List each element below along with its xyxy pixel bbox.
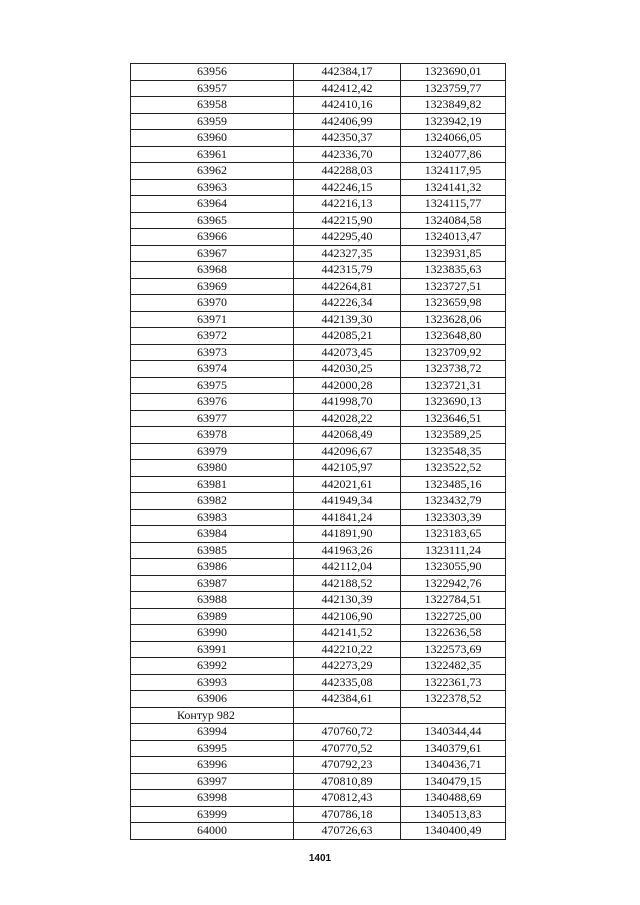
table-row (131, 608, 506, 625)
x-coordinate-cell: 442288,03 (294, 163, 401, 180)
table-row (131, 64, 506, 81)
y-coordinate-cell: 1323303,39 (401, 509, 506, 526)
point-number-cell: 63972 (131, 328, 294, 345)
point-number-cell: 63973 (131, 344, 294, 361)
table-row (131, 113, 506, 130)
point-number-cell: 63989 (131, 608, 294, 625)
point-number-cell: 63993 (131, 674, 294, 691)
x-coordinate-cell: 442085,21 (294, 328, 401, 345)
x-coordinate-cell: 470770,52 (294, 740, 401, 757)
table-row (131, 476, 506, 493)
x-coordinate-cell: 442215,90 (294, 212, 401, 229)
point-number-cell: 63992 (131, 658, 294, 675)
x-coordinate-cell: 442406,99 (294, 113, 401, 130)
y-coordinate-cell (401, 707, 506, 724)
x-coordinate-cell: 442028,22 (294, 410, 401, 427)
x-coordinate-cell: 442139,30 (294, 311, 401, 328)
table-row (131, 394, 506, 411)
y-coordinate-cell: 1323759,77 (401, 80, 506, 97)
y-coordinate-cell: 1323055,90 (401, 559, 506, 576)
table-row (131, 427, 506, 444)
table-row (131, 443, 506, 460)
table-row (131, 163, 506, 180)
y-coordinate-cell: 1323690,01 (401, 64, 506, 81)
table-row (131, 790, 506, 807)
table-row (131, 542, 506, 559)
table-row (131, 179, 506, 196)
y-coordinate-cell: 1324077,86 (401, 146, 506, 163)
y-coordinate-cell: 1323485,16 (401, 476, 506, 493)
table-row (131, 625, 506, 642)
y-coordinate-cell: 1323835,63 (401, 262, 506, 279)
table-row (131, 509, 506, 526)
point-number-cell: 63962 (131, 163, 294, 180)
y-coordinate-cell: 1323721,31 (401, 377, 506, 394)
x-coordinate-cell: 470786,18 (294, 806, 401, 823)
y-coordinate-cell: 1324117,95 (401, 163, 506, 180)
point-number-cell: 63985 (131, 542, 294, 559)
table-row (131, 757, 506, 774)
x-coordinate-cell: 442130,39 (294, 592, 401, 609)
table-row (131, 526, 506, 543)
table-row (131, 344, 506, 361)
x-coordinate-cell: 470792,23 (294, 757, 401, 774)
y-coordinate-cell: 1322378,52 (401, 691, 506, 708)
table-row (131, 740, 506, 757)
point-number-cell: 63969 (131, 278, 294, 295)
x-coordinate-cell: 470760,72 (294, 724, 401, 741)
point-number-cell: 63958 (131, 97, 294, 114)
x-coordinate-cell: 442141,52 (294, 625, 401, 642)
table-row (131, 592, 506, 609)
point-number-cell: 63987 (131, 575, 294, 592)
point-number-cell: 63984 (131, 526, 294, 543)
y-coordinate-cell: 1340379,61 (401, 740, 506, 757)
y-coordinate-cell: 1323111,24 (401, 542, 506, 559)
y-coordinate-cell: 1324084,58 (401, 212, 506, 229)
x-coordinate-cell: 442412,42 (294, 80, 401, 97)
x-coordinate-cell: 442315,79 (294, 262, 401, 279)
table-row (131, 295, 506, 312)
x-coordinate-cell: 470810,89 (294, 773, 401, 790)
table-row (131, 707, 506, 724)
point-number-cell: 63981 (131, 476, 294, 493)
x-coordinate-cell: 442030,25 (294, 361, 401, 378)
x-coordinate-cell: 441841,24 (294, 509, 401, 526)
y-coordinate-cell: 1323648,80 (401, 328, 506, 345)
point-number-cell: 63978 (131, 427, 294, 444)
point-number-cell: 63983 (131, 509, 294, 526)
point-number-cell: 63990 (131, 625, 294, 642)
y-coordinate-cell: 1323183,65 (401, 526, 506, 543)
point-number-cell: 63967 (131, 245, 294, 262)
y-coordinate-cell: 1323659,98 (401, 295, 506, 312)
point-number-cell: 63988 (131, 592, 294, 609)
point-number-cell: 63963 (131, 179, 294, 196)
y-coordinate-cell: 1324013,47 (401, 229, 506, 246)
table-row (131, 328, 506, 345)
point-number-cell: 63957 (131, 80, 294, 97)
point-number-cell: 63977 (131, 410, 294, 427)
point-number-cell: 63960 (131, 130, 294, 147)
table-row (131, 130, 506, 147)
point-number-cell: 63970 (131, 295, 294, 312)
y-coordinate-cell: 1323548,35 (401, 443, 506, 460)
point-number-cell: 63991 (131, 641, 294, 658)
point-number-cell: 63980 (131, 460, 294, 477)
x-coordinate-cell: 441949,34 (294, 493, 401, 510)
table-row (131, 146, 506, 163)
x-coordinate-cell: 442106,90 (294, 608, 401, 625)
y-coordinate-cell: 1322573,69 (401, 641, 506, 658)
table-row (131, 278, 506, 295)
page-number: 1401 (308, 853, 332, 864)
point-number-cell: 63964 (131, 196, 294, 213)
x-coordinate-cell: 442295,40 (294, 229, 401, 246)
x-coordinate-cell: 442384,17 (294, 64, 401, 81)
x-coordinate-cell: 442410,16 (294, 97, 401, 114)
y-coordinate-cell: 1322725,00 (401, 608, 506, 625)
point-number-cell: 63975 (131, 377, 294, 394)
table-row (131, 773, 506, 790)
y-coordinate-cell: 1323432,79 (401, 493, 506, 510)
point-number-cell: 63959 (131, 113, 294, 130)
y-coordinate-cell: 1340479,15 (401, 773, 506, 790)
table-row (131, 311, 506, 328)
y-coordinate-cell: 1323628,06 (401, 311, 506, 328)
x-coordinate-cell: 442096,67 (294, 443, 401, 460)
x-coordinate-cell: 441998,70 (294, 394, 401, 411)
point-number-cell: 63961 (131, 146, 294, 163)
y-coordinate-cell: 1322636,58 (401, 625, 506, 642)
y-coordinate-cell: 1322784,51 (401, 592, 506, 609)
y-coordinate-cell: 1322482,35 (401, 658, 506, 675)
x-coordinate-cell: 442335,08 (294, 674, 401, 691)
x-coordinate-cell: 470812,43 (294, 790, 401, 807)
table-row (131, 674, 506, 691)
point-number-cell: 63974 (131, 361, 294, 378)
y-coordinate-cell: 1323942,19 (401, 113, 506, 130)
point-number-cell: 63976 (131, 394, 294, 411)
point-number-cell: 63971 (131, 311, 294, 328)
y-coordinate-cell: 1340344,44 (401, 724, 506, 741)
coordinates-table (130, 63, 506, 840)
x-coordinate-cell (294, 707, 401, 724)
x-coordinate-cell: 442246,15 (294, 179, 401, 196)
table-row (131, 229, 506, 246)
table-row (131, 460, 506, 477)
y-coordinate-cell: 1323738,72 (401, 361, 506, 378)
y-coordinate-cell: 1323690,13 (401, 394, 506, 411)
table-row (131, 361, 506, 378)
x-coordinate-cell: 442216,13 (294, 196, 401, 213)
x-coordinate-cell: 441963,26 (294, 542, 401, 559)
point-number-cell: 63965 (131, 212, 294, 229)
y-coordinate-cell: 1323709,92 (401, 344, 506, 361)
x-coordinate-cell: 442112,04 (294, 559, 401, 576)
table-row (131, 196, 506, 213)
point-number-cell: 63956 (131, 64, 294, 81)
point-number-cell: 63982 (131, 493, 294, 510)
y-coordinate-cell: 1340513,83 (401, 806, 506, 823)
x-coordinate-cell: 442273,29 (294, 658, 401, 675)
point-number-cell: 63998 (131, 790, 294, 807)
y-coordinate-cell: 1324066,05 (401, 130, 506, 147)
point-number-cell: 63986 (131, 559, 294, 576)
table-row (131, 262, 506, 279)
point-number-cell: 63968 (131, 262, 294, 279)
point-number-cell: 63906 (131, 691, 294, 708)
x-coordinate-cell: 442105,97 (294, 460, 401, 477)
y-coordinate-cell: 1323589,25 (401, 427, 506, 444)
coordinates-table-body (131, 64, 506, 840)
x-coordinate-cell: 442073,45 (294, 344, 401, 361)
table-row (131, 641, 506, 658)
x-coordinate-cell: 442021,61 (294, 476, 401, 493)
point-number-cell: 63979 (131, 443, 294, 460)
x-coordinate-cell: 442068,49 (294, 427, 401, 444)
table-row (131, 823, 506, 840)
table-row (131, 806, 506, 823)
y-coordinate-cell: 1323849,82 (401, 97, 506, 114)
x-coordinate-cell: 442264,81 (294, 278, 401, 295)
y-coordinate-cell: 1323931,85 (401, 245, 506, 262)
x-coordinate-cell: 442384,61 (294, 691, 401, 708)
y-coordinate-cell: 1322942,76 (401, 575, 506, 592)
point-number-cell: 64000 (131, 823, 294, 840)
x-coordinate-cell: 442000,28 (294, 377, 401, 394)
table-row (131, 377, 506, 394)
x-coordinate-cell: 442210,22 (294, 641, 401, 658)
contour-label-cell: Контур 982 (131, 707, 294, 724)
y-coordinate-cell: 1340488,69 (401, 790, 506, 807)
table-row (131, 493, 506, 510)
x-coordinate-cell: 442327,35 (294, 245, 401, 262)
table-row (131, 245, 506, 262)
y-coordinate-cell: 1322361,73 (401, 674, 506, 691)
y-coordinate-cell: 1340436,71 (401, 757, 506, 774)
point-number-cell: 63995 (131, 740, 294, 757)
point-number-cell: 63994 (131, 724, 294, 741)
y-coordinate-cell: 1340400,49 (401, 823, 506, 840)
table-row (131, 691, 506, 708)
x-coordinate-cell: 442336,70 (294, 146, 401, 163)
table-row (131, 80, 506, 97)
table-row (131, 559, 506, 576)
point-number-cell: 63999 (131, 806, 294, 823)
x-coordinate-cell: 442188,52 (294, 575, 401, 592)
table-row (131, 724, 506, 741)
y-coordinate-cell: 1324141,32 (401, 179, 506, 196)
point-number-cell: 63996 (131, 757, 294, 774)
table-row (131, 410, 506, 427)
y-coordinate-cell: 1323646,51 (401, 410, 506, 427)
y-coordinate-cell: 1323727,51 (401, 278, 506, 295)
y-coordinate-cell: 1324115,77 (401, 196, 506, 213)
x-coordinate-cell: 442226,34 (294, 295, 401, 312)
y-coordinate-cell: 1323522,52 (401, 460, 506, 477)
point-number-cell: 63966 (131, 229, 294, 246)
table-row (131, 575, 506, 592)
x-coordinate-cell: 442350,37 (294, 130, 401, 147)
table-row (131, 212, 506, 229)
x-coordinate-cell: 441891,90 (294, 526, 401, 543)
point-number-cell: 63997 (131, 773, 294, 790)
table-row (131, 97, 506, 114)
table-row (131, 658, 506, 675)
x-coordinate-cell: 470726,63 (294, 823, 401, 840)
